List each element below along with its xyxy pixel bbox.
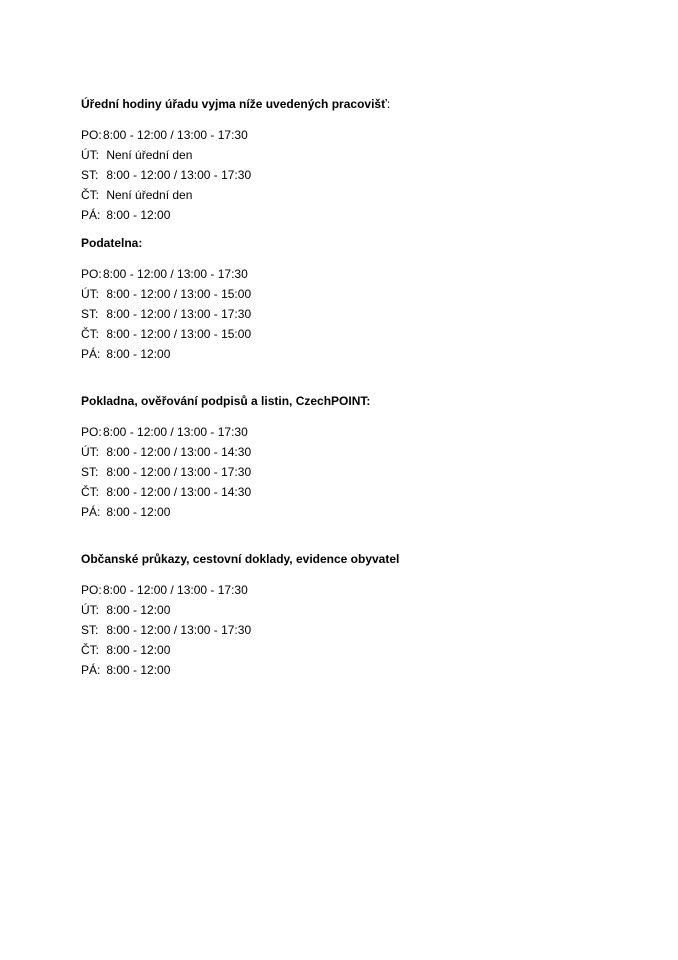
day-label: ÚT: [81, 287, 99, 301]
hours-value: 8:00 - 12:00 [106, 643, 171, 657]
hours-row [81, 422, 641, 442]
day-label: ÚT: [81, 445, 99, 459]
section-podatelna [81, 235, 641, 364]
day-label: PÁ: [81, 208, 101, 222]
hours-row [81, 304, 641, 324]
hours-row [81, 284, 641, 304]
day-label: ČT: [81, 643, 99, 657]
hours-row [81, 660, 641, 680]
section-title: Podatelna: [81, 236, 143, 250]
hours-row [81, 442, 641, 462]
hours-list [81, 125, 641, 225]
day-label: ČT: [81, 327, 99, 341]
hours-value: 8:00 - 12:00 [106, 347, 171, 361]
day-label: PÁ: [81, 663, 101, 677]
hours-value: 8:00 - 12:00 / 13:00 - 17:30 [103, 425, 248, 439]
hours-value: Není úřední den [106, 148, 193, 162]
hours-value: 8:00 - 12:00 / 13:00 - 14:30 [106, 485, 252, 499]
section-office-hours [81, 96, 641, 225]
hours-value: 8:00 - 12:00 [106, 663, 171, 677]
hours-value: 8:00 - 12:00 / 13:00 - 15:00 [106, 327, 252, 341]
day-label: ÚT: [81, 603, 99, 617]
hours-value: 8:00 - 12:00 / 13:00 - 17:30 [103, 583, 248, 597]
hours-value: 8:00 - 12:00 / 13:00 - 17:30 [103, 128, 248, 142]
section-title: Pokladna, ověřování podpisů a listin, CzechPOINT: [81, 394, 371, 408]
hours-list [81, 580, 641, 680]
hours-value: 8:00 - 12:00 [106, 208, 171, 222]
day-label: ÚT: [81, 148, 99, 162]
hours-row [81, 600, 641, 620]
day-label: PO: [81, 583, 102, 597]
hours-row [81, 185, 641, 205]
hours-value: 8:00 - 12:00 / 13:00 - 17:30 [106, 307, 252, 321]
day-label: PO: [81, 128, 102, 142]
hours-row [81, 502, 641, 522]
hours-row [81, 482, 641, 502]
hours-row [81, 324, 641, 344]
hours-value: 8:00 - 12:00 / 13:00 - 17:30 [106, 623, 252, 637]
hours-row [81, 264, 641, 284]
day-label: ČT: [81, 188, 99, 202]
hours-value: 8:00 - 12:00 / 13:00 - 15:00 [106, 287, 252, 301]
hours-value: 8:00 - 12:00 [106, 505, 171, 519]
hours-value: 8:00 - 12:00 / 13:00 - 17:30 [106, 168, 252, 182]
hours-row [81, 165, 641, 185]
hours-value: 8:00 - 12:00 / 13:00 - 17:30 [106, 465, 252, 479]
hours-row [81, 205, 641, 225]
day-label: ST: [81, 465, 99, 479]
hours-value: 8:00 - 12:00 [106, 603, 171, 617]
office-hours-content [81, 96, 641, 680]
section-title-suffix: : [386, 97, 391, 111]
hours-row [81, 580, 641, 600]
day-label: ST: [81, 623, 99, 637]
day-label: ST: [81, 307, 99, 321]
hours-row [81, 462, 641, 482]
section-title: Úřední hodiny úřadu vyjma níže uvedených pracovišť: [81, 97, 391, 111]
day-label: ST: [81, 168, 99, 182]
day-label: ČT: [81, 485, 99, 499]
hours-row [81, 125, 641, 145]
hours-row [81, 145, 641, 165]
day-label: PO: [81, 425, 102, 439]
hours-row [81, 640, 641, 660]
day-label: PÁ: [81, 347, 101, 361]
hours-list [81, 264, 641, 364]
section-obcanske-prukazy [81, 551, 641, 680]
day-label: PÁ: [81, 505, 101, 519]
hours-list [81, 422, 641, 522]
hours-value: 8:00 - 12:00 / 13:00 - 14:30 [106, 445, 252, 459]
section-title: Občanské průkazy, cestovní doklady, evidence obyvatel [81, 552, 400, 566]
day-label: PO: [81, 267, 102, 281]
hours-value: Není úřední den [106, 188, 193, 202]
hours-row [81, 344, 641, 364]
hours-value: 8:00 - 12:00 / 13:00 - 17:30 [103, 267, 248, 281]
section-pokladna [81, 393, 641, 522]
hours-row [81, 620, 641, 640]
